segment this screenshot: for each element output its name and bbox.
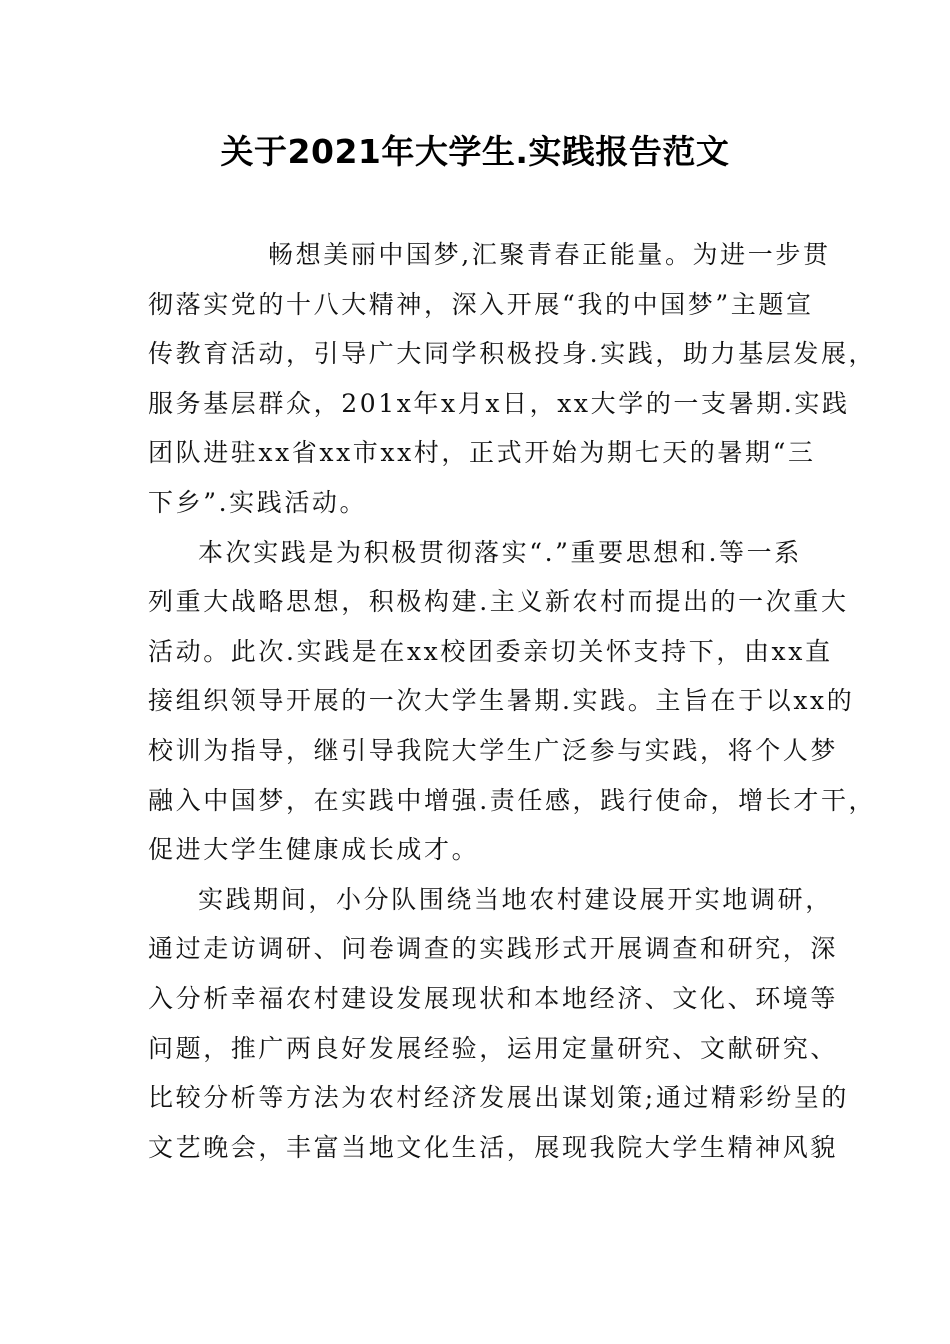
paragraph-line: 下乡”.实践活动。 [148,487,368,517]
paragraph-line: 问题，推广两良好发展经验，运用定量研究、文献研究、 [148,1033,839,1063]
paragraph-2 [148,528,877,875]
paragraph-line: 通过走访调研、问卷调查的实践形式开展调查和研究，深 [148,934,839,964]
paragraph-line: 彻落实党的十八大精神，深入开展“我的中国梦”主题宣 [148,289,814,319]
document-body [148,230,877,1172]
paragraph-line: 融入中国梦，在实践中增强.责任感，践行使命，增长才干， [148,785,877,815]
paragraph-line: 文艺晚会，丰富当地文化生活，展现我院大学生精神风貌 [148,1132,839,1162]
paragraph-line: 服务基层群众，201x年x月x日，xx大学的一支暑期.实践 [148,388,850,418]
paragraph-line: 活动。此次.实践是在xx校团委亲切关怀支持下，由xx直 [148,636,833,666]
paragraph-line: 入分析幸福农村建设发展现状和本地经济、文化、环境等 [148,983,839,1013]
paragraph-line: 列重大战略思想，积极构建.主义新农村而提出的一次重大 [148,587,849,617]
paragraph-line: 传教育活动，引导广大同学积极投身.实践，助力基层发展， [148,339,877,369]
paragraph-line: 畅想美丽中国梦,汇聚青春正能量。为进一步贯 [268,240,831,269]
paragraph-line: 实践期间，小分队围绕当地农村建设展开实地调研， [198,884,833,914]
paragraph-1 [148,230,877,528]
paragraph-line: 团队进驻xx省xx市xx村，正式开始为期七天的暑期“三 [148,438,816,468]
paragraph-3 [148,875,850,1173]
document-title: 关于2021年大学生.实践报告范文 [220,132,730,171]
paragraph-line: 比较分析等方法为农村经济发展出谋划策;通过精彩纷呈的 [148,1083,850,1113]
paragraph-line: 促进大学生健康成长成才。 [148,835,480,865]
paragraph-line: 本次实践是为积极贯彻落实“.”重要思想和.等一系 [198,537,802,567]
paragraph-line: 接组织领导开展的一次大学生暑期.实践。主旨在于以xx的 [148,686,855,716]
paragraph-line: 校训为指导，继引导我院大学生广泛参与实践，将个人梦 [148,735,839,765]
